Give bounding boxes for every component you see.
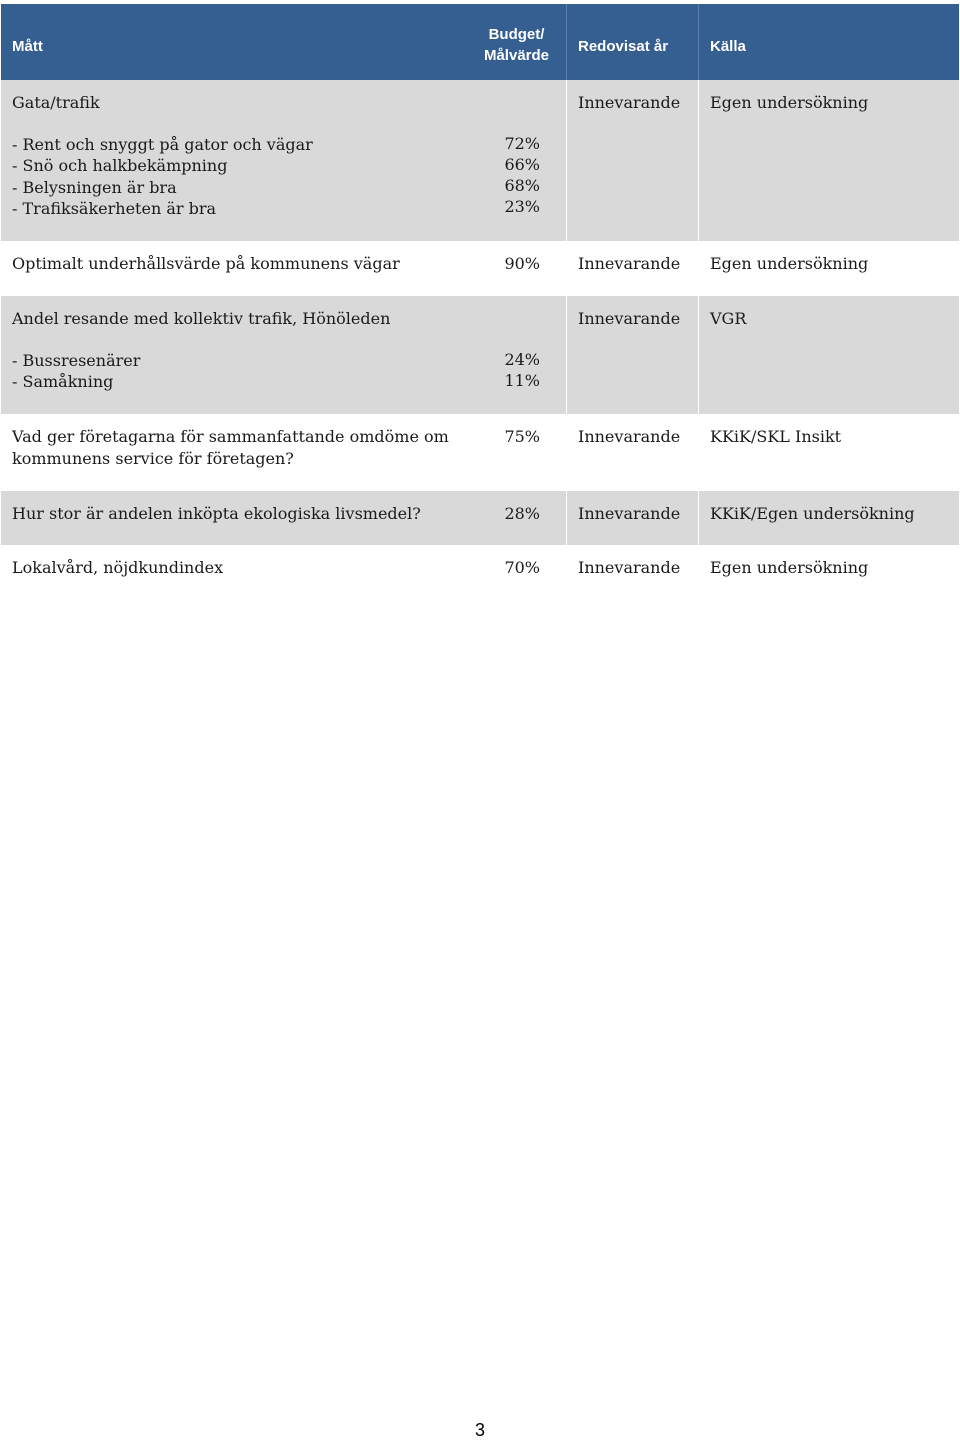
row-title-line2: kommunens service för företagen? — [12, 448, 294, 468]
sub-item-value: 66% — [504, 155, 540, 174]
sub-item-label: - Belysningen är bra — [12, 177, 177, 197]
header-redovisat: Redovisat år — [567, 4, 699, 80]
table-row — [1, 491, 959, 545]
row-redovisat: Innevarande — [567, 491, 699, 545]
row-title-line1: Vad ger företagarna för sammanfattande omdöme om — [12, 427, 449, 446]
row-value: 90% — [471, 241, 567, 296]
page-number: 3 — [474, 1420, 485, 1440]
table-row — [1, 80, 959, 241]
sub-item-value: 68% — [504, 176, 540, 195]
row-kalla: Egen undersökning — [710, 93, 869, 112]
row-kalla: KKiK/SKL Insikt — [710, 427, 842, 446]
row-kalla: Egen undersökning — [710, 254, 869, 273]
row-title: Andel resande med kollektiv trafik, Hönöleden — [12, 309, 391, 328]
row-redovisat: Innevarande — [567, 296, 699, 414]
row-kalla: VGR — [710, 309, 747, 328]
sub-item-label: - Rent och snyggt på gator och vägar — [12, 134, 313, 154]
row-title: Gata/trafik — [12, 93, 100, 112]
sub-item-value: 72% — [504, 134, 540, 153]
table-row — [1, 296, 959, 414]
row-kalla: Egen undersökning — [710, 558, 869, 577]
row-value: 75% — [471, 414, 567, 491]
row-title: Hur stor är andelen inköpta ekologiska livsmedel? — [12, 504, 421, 523]
sub-item-value: 24% — [504, 350, 540, 369]
table-row — [1, 545, 959, 599]
row-redovisat: Innevarande — [567, 80, 699, 241]
measures-table — [1, 4, 959, 599]
table-row — [1, 241, 959, 296]
table-row — [1, 414, 959, 491]
sub-item-value: 23% — [504, 197, 540, 216]
row-title: Lokalvård, nöjdkundindex — [12, 558, 224, 577]
header-kalla: Källa — [710, 37, 746, 55]
sub-item-value: 11% — [504, 371, 540, 390]
header-matt: Mått — [12, 37, 43, 55]
row-redovisat: Innevarande — [567, 545, 699, 599]
row-redovisat: Innevarande — [567, 414, 699, 491]
header-budget-line1: Budget/ — [488, 26, 545, 43]
header-budget — [471, 4, 567, 80]
table-header — [1, 4, 959, 80]
sub-item-label: - Snö och halkbekämpning — [12, 156, 228, 175]
sub-item-label: - Bussresenärer — [12, 350, 141, 370]
row-value: 28% — [471, 491, 567, 545]
row-redovisat: Innevarande — [567, 241, 699, 296]
row-title: Optimalt underhållsvärde på kommunens vägar — [12, 254, 400, 273]
sub-item-label: - Trafiksäkerheten är bra — [12, 199, 217, 218]
sub-item-label: - Samåkning — [12, 372, 114, 391]
row-kalla: KKiK/Egen undersökning — [710, 504, 915, 523]
header-budget-line2: Målvärde — [483, 47, 550, 64]
row-value: 70% — [471, 545, 567, 599]
